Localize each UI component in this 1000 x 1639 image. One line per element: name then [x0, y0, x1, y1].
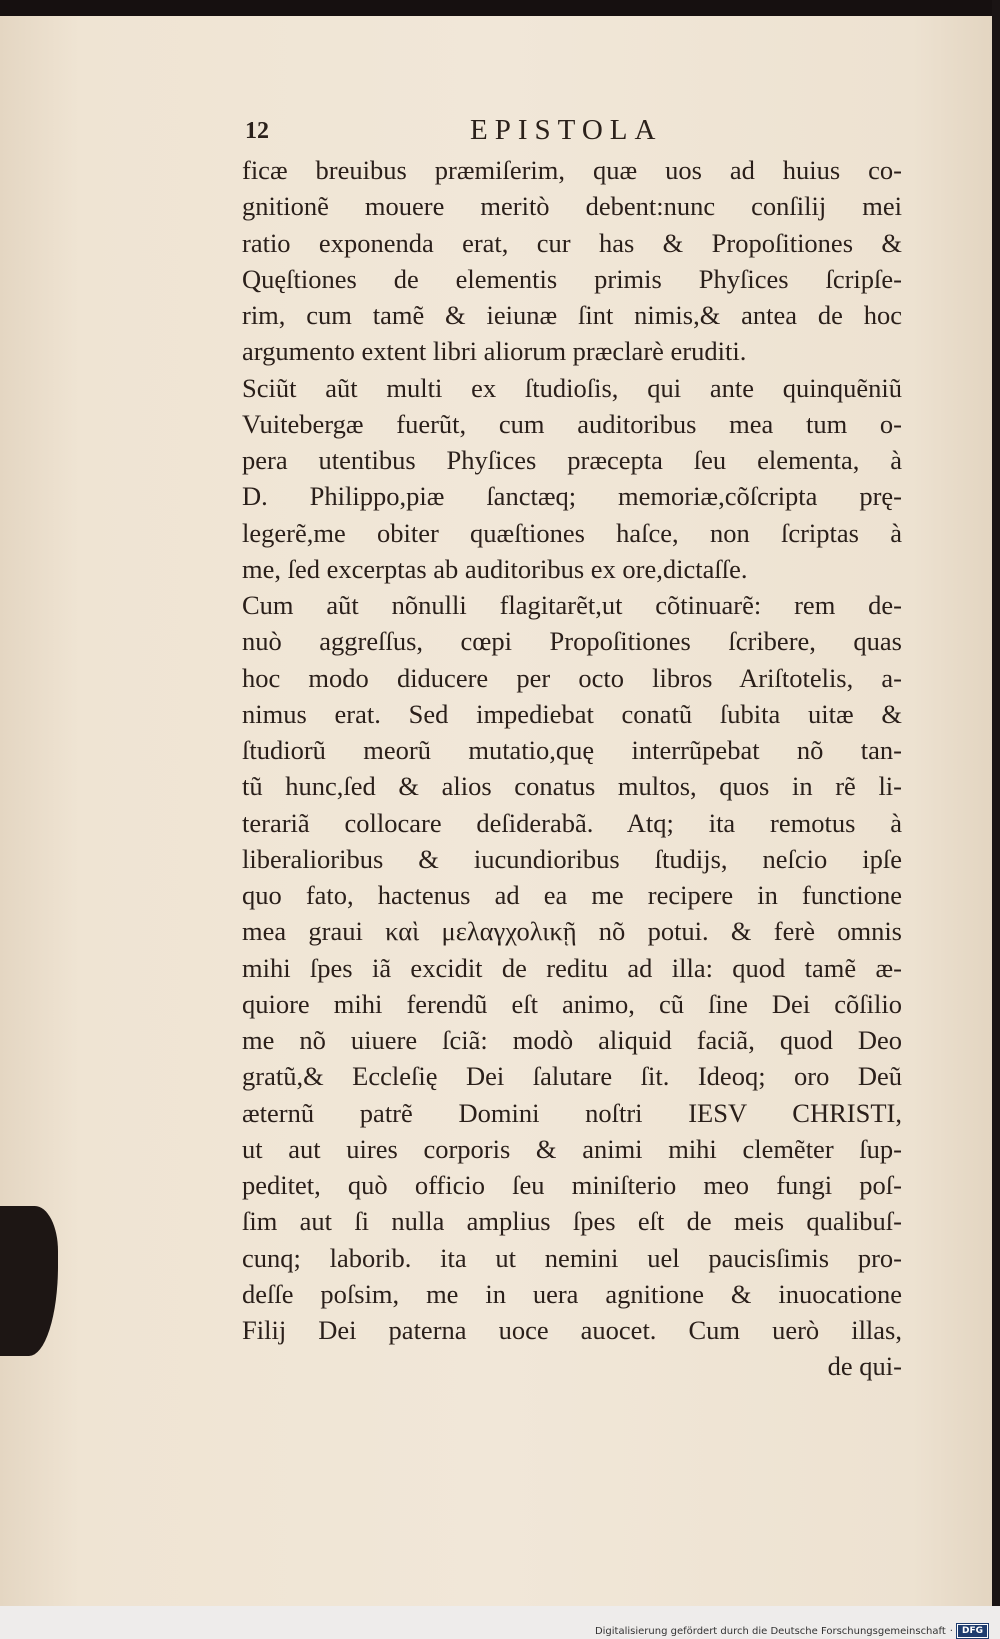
text-line: liberalioribus & iucundioribus ſtudijs, neſcio ipſe [242, 843, 902, 874]
text-line: ſim aut ſi nulla amplius ſpes eſt de meis qualibuſ- [242, 1206, 902, 1237]
text-line: ficæ breuibus præmiſerim, quæ uos ad huius co- [242, 155, 902, 185]
page-number: 12 [245, 118, 269, 144]
text-line: tũ hunc,ſed & alios conatus multos, quos in rẽ li- [242, 771, 902, 802]
dfg-credit: Digitalisierung gefördert durch die Deutsche Forschungsgemeinschaft · DFG [595, 1624, 988, 1638]
text-line: ſtudiorũ meorũ mutatio,quę interrũpebat nõ tan- [242, 735, 902, 765]
running-head: EPISTOLA [470, 114, 663, 146]
dfg-logo: DFG [957, 1624, 988, 1638]
text-line: quiore mihi ferendũ eſt animo, cũ ſine Dei cõſilio [242, 988, 902, 1019]
page-damage [0, 1206, 58, 1356]
scan-right-edge [992, 0, 1000, 1620]
text-line: quo fato, hactenus ad ea me recipere in functione [242, 880, 902, 910]
text-line: pera utentibus Phyſices præcepta ſeu elementa, à [242, 445, 902, 475]
text-line: gnitionẽ mouere meritò debent:nunc conſilij mei [242, 191, 902, 222]
text-line: mihi ſpes iã excidit de reditu ad illa: quod tamẽ æ- [242, 952, 902, 983]
text-line: peditet, quò officio ſeu miniſterio meo fungi poſ- [242, 1170, 902, 1200]
text-line: ratio exponenda erat, cur has & Propoſitiones & [242, 227, 902, 258]
text-line: deſſe poſsim, me in uera agnitione & inuocatione [242, 1278, 902, 1309]
text-line: hoc modo diducere per octo libros Ariſtotelis, a- [242, 662, 902, 693]
text-line: me, ſed excerptas ab auditoribus ex ore,dictaſſe. [242, 553, 748, 584]
text-line: ut aut uires corporis & animi mihi clemẽter ſup- [242, 1133, 902, 1164]
text-line: gratũ,& Eccleſię Dei ſalutare ſit. Ideoq; oro Deũ [242, 1061, 902, 1092]
text-line: argumento extent libri aliorum præclarè eruditi. [242, 336, 747, 367]
text-line: cunq; laborib. ita ut nemini uel paucisſimis pro- [242, 1242, 902, 1273]
credit-text: Digitalisierung gefördert durch die Deutsche Forschungsgemeinschaft [594, 1625, 946, 1637]
text-line: rim, cum tamẽ & ieiunæ ſint nimis,& antea de hoc [242, 300, 902, 330]
text-line: æternũ patrẽ Domini noſtri IESV CHRISTI, [242, 1097, 902, 1128]
text-line: Sciũt aũt multi ex ſtudioſis, qui ante quinquẽniũ [242, 372, 902, 403]
text-line: nuò aggreſſus, cœpi Propoſitiones ſcribere, quas [242, 626, 902, 657]
catchword: de qui- [827, 1351, 902, 1382]
text-line: me nõ uiuere ſciã: modò aliquid faciã, quod Deo [242, 1025, 902, 1055]
text-line: Quęſtiones de elementis primis Phyſices ſcripſe- [242, 263, 902, 294]
text-line: Vuitebergæ fuerũt, cum auditoribus mea tum o- [242, 408, 902, 439]
text-line: Cum aũt nõnulli flagitarẽt,ut cõtinuarẽ: rem de- [242, 590, 902, 620]
text-line: nimus erat. Sed impediebat conatũ ſubita uitæ & [242, 698, 902, 729]
text-line: legerẽ,me obiter quæſtiones haſce, non ſcriptas à [242, 517, 902, 548]
text-line: terariã collocare deſiderabã. Atq; ita remotus à [242, 807, 902, 838]
text-block [242, 152, 902, 1385]
text-line: D. Philippo,piæ ſanctæq; memoriæ,cõſcripta prę- [242, 481, 902, 512]
text-line: Filij Dei paterna uoce auocet. Cum uerò illas, [242, 1315, 902, 1345]
text-line: mea graui καὶ μελαγχολικῇ nõ potui. & ferè omnis [242, 916, 902, 947]
